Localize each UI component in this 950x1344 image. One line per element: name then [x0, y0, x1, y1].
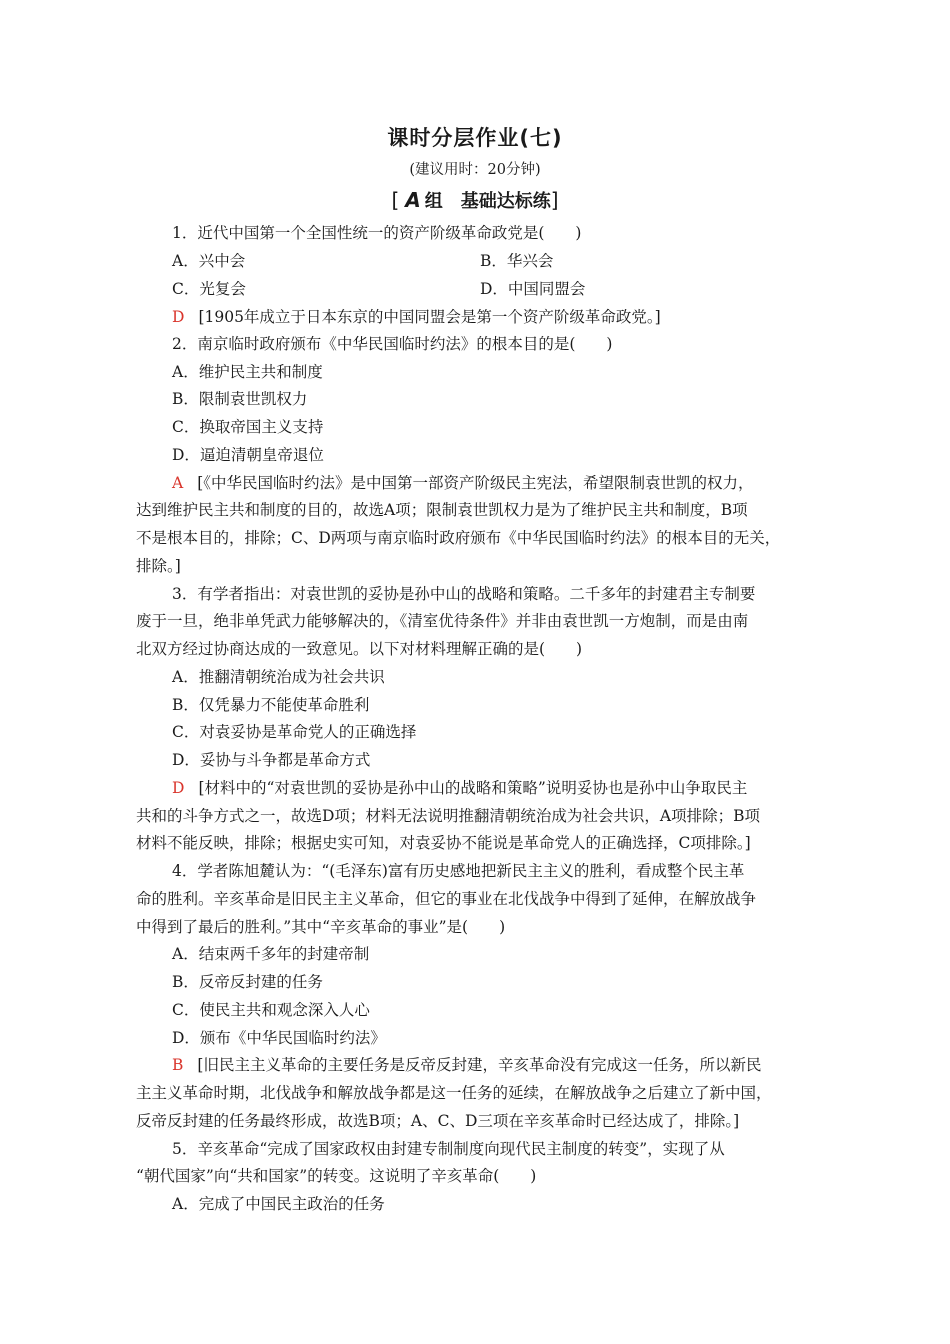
- q3-explanation-3: 材料不能反映，排除；根据史实可知，对袁妥协不能说是革命党人的正确选择，C项排除。]: [136, 834, 751, 852]
- question-3-line-3: 北双方经过协商达成的一致意见。以下对材料理解正确的是( ): [136, 640, 583, 658]
- q2-explanation-line-1: [172, 472, 754, 494]
- section-bracket-right: ]: [550, 188, 559, 212]
- q3-option-a: A．推翻清朝统治成为社会共识: [172, 668, 385, 686]
- section-heading: [0, 187, 950, 213]
- question-5-line-2: “朝代国家”向“共和国家”的转变。这说明了辛亥革命( ): [136, 1167, 537, 1185]
- q4-option-d: D．颁布《中华民国临时约法》: [172, 1029, 386, 1047]
- question-2: 2．南京临时政府颁布《中华民国临时约法》的根本目的是( ): [172, 335, 613, 353]
- q1-option-d: D．中国同盟会: [480, 280, 586, 298]
- q4-option-b: B．反帝反封建的任务: [172, 973, 323, 991]
- q2-option-d: D．逼迫清朝皇帝退位: [172, 446, 324, 464]
- question-5-line-1: 5．辛亥革命“完成了国家政权由封建专制制度向现代民主制度的转变”，实现了从: [172, 1140, 725, 1158]
- q4-explanation-1: [旧民主主义革命的主要任务是反帝反封建，辛亥革命没有完成这一任务，所以新民: [197, 1056, 762, 1074]
- q3-explanation-1: [材料中的“对袁世凯的妥协是孙中山的战略和策略”说明妥协也是孙中山争取民主: [198, 779, 748, 797]
- q4-answer: B: [172, 1056, 184, 1074]
- q1-option-c: C．光复会: [172, 280, 246, 298]
- question-3-line-2: 废于一旦，绝非单凭武力能够解决的，《清室优待条件》并非由袁世凯一方炮制，而是由南: [136, 612, 749, 630]
- q1-answer: D: [172, 308, 185, 326]
- section-bracket-left: [: [391, 188, 400, 212]
- q1-option-b: B．华兴会: [480, 252, 554, 270]
- q2-explanation-1: [《中华民国临时约法》是中国第一部资产阶级民主宪法，希望限制袁世凯的权力，: [197, 474, 754, 492]
- question-4-line-3: 中得到了最后的胜利。”其中“辛亥革命的事业”是( ): [136, 918, 506, 936]
- page-title: 课时分层作业(七): [387, 126, 563, 150]
- q3-option-b: B．仅凭暴力不能使革命胜利: [172, 696, 370, 714]
- q3-explanation-2: 共和的斗争方式之一，故选D项；材料无法说明推翻清朝统治成为社会共识，A项排除；B项: [136, 807, 761, 825]
- q2-option-c: C．换取帝国主义支持: [172, 418, 324, 436]
- q1-option-a: A．兴中会: [172, 252, 246, 270]
- question-4-line-1: 4．学者陈旭麓认为：“(毛泽东)富有历史感地把新民主主义的胜利，看成整个民主革: [172, 862, 745, 880]
- q3-explanation-line-1: [172, 777, 747, 799]
- q2-option-b: B．限制袁世凯权力: [172, 390, 308, 408]
- suggested-time: (建议用时：20分钟): [409, 162, 541, 178]
- section-letter: A: [405, 188, 421, 212]
- question-1: 1．近代中国第一个全国性统一的资产阶级革命政党是( ): [172, 224, 582, 242]
- q3-option-d: D．妥协与斗争都是革命方式: [172, 751, 371, 769]
- q4-option-a: A．结束两千多年的封建帝制: [172, 945, 370, 963]
- q3-option-c: C．对袁妥协是革命党人的正确选择: [172, 723, 417, 741]
- question-4-line-2: 命的胜利。辛亥革命是旧民主主义革命，但它的事业在北伐战争中得到了延伸，在解放战争: [136, 890, 757, 908]
- q2-answer: A: [172, 474, 184, 492]
- q4-option-c: C．使民主共和观念深入人心: [172, 1001, 370, 1019]
- q1-explanation-line: [172, 306, 661, 328]
- q5-option-a: A．完成了中国民主政治的任务: [172, 1195, 385, 1213]
- q4-explanation-2: 主主义革命时期，北伐战争和解放战争都是这一任务的延续，在解放战争之后建立了新中国，: [136, 1084, 772, 1102]
- q4-explanation-3: 反帝反封建的任务最终形成，故选B项；A、C、D三项在辛亥革命时已经达成了，排除。]: [136, 1112, 740, 1130]
- q3-answer: D: [172, 779, 185, 797]
- q2-explanation-4: 排除。]: [136, 557, 181, 575]
- q2-explanation-3: 不是根本目的，排除；C、D两项与南京临时政府颁布《中华民国临时约法》的根本目的无关，: [136, 529, 781, 547]
- section-label: 组 基础达标练: [424, 191, 551, 212]
- q2-option-a: A．维护民主共和制度: [172, 363, 323, 381]
- q4-explanation-line-1: [172, 1054, 761, 1076]
- q1-explanation: [1905年成立于日本东京的中国同盟会是第一个资产阶级革命政党。]: [198, 308, 661, 326]
- q2-explanation-2: 达到维护民主共和制度的目的，故选A项；限制袁世凯权力是为了维护民主共和制度，B项: [136, 501, 748, 519]
- question-3-line-1: 3．有学者指出：对袁世凯的妥协是孙中山的战略和策略。二千多年的封建君主专制要: [172, 585, 756, 603]
